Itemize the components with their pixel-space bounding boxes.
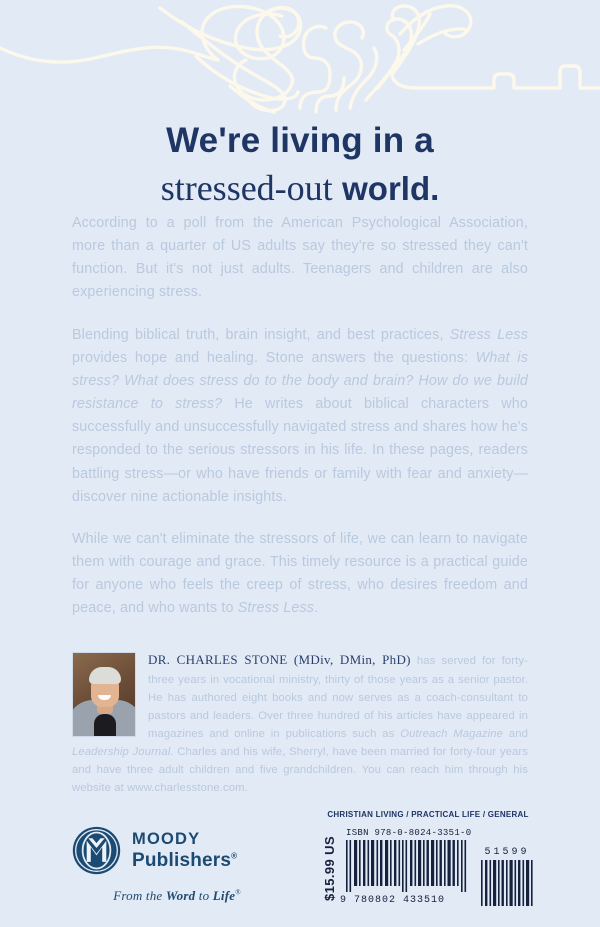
publisher-logo-row	[72, 826, 282, 875]
price-label: $15.99 US	[322, 835, 337, 901]
cover-headline	[0, 119, 600, 210]
headline-sans-text: world.	[342, 169, 440, 207]
tagline-mid: to	[195, 888, 213, 903]
tagline-pre: From the	[113, 888, 166, 903]
photo-hair	[89, 667, 121, 684]
author-bio-section	[72, 650, 528, 797]
author-bio-text	[72, 650, 528, 797]
headline-serif-text: stressed-out	[160, 167, 333, 208]
isbn-caption: ISBN 978-0-8024-3351-0	[346, 828, 472, 838]
blurb-p3-text-2: .	[314, 600, 319, 617]
author-name: DR. CHARLES STONE	[148, 652, 288, 667]
blurb-p2-title: Stress Less	[449, 326, 529, 343]
tagline-registered-mark: ®	[235, 888, 241, 897]
ean-barcode	[340, 828, 472, 906]
blurb-p2-questions: What is stress? What does stress do to the body and brain? How do we build resistance to stress?	[72, 349, 529, 413]
bio-publication-2: Leadership Journal	[72, 746, 171, 759]
tagline-life: Life	[212, 888, 236, 903]
publisher-name-bottom	[132, 851, 237, 870]
back-cover-blurb	[72, 212, 528, 621]
bio-text-1: has served for forty-three years in vocational ministry, thirty of those years as a senior pastor. He has authored eight books and now serves as a coach-consultant to pastors and leaders. Over three hundred of his articles have appeared in magazines and online in publications such as	[148, 655, 529, 740]
author-credentials: (MDiv, DMin, PhD)	[287, 652, 411, 667]
blurb-paragraph-2	[72, 324, 528, 509]
headline-line-1: We're living in a	[166, 121, 434, 161]
publisher-registered-mark: ®	[231, 851, 238, 861]
barcode-section	[322, 810, 534, 906]
blurb-p2-text-1: Blending biblical truth, brain insight, and best practices,	[72, 326, 450, 343]
publisher-name-top: MOODY	[132, 830, 201, 849]
bio-text-2: and	[503, 727, 528, 740]
barcode-row	[322, 828, 534, 906]
stress-line-artwork	[0, 0, 600, 115]
blurb-p3-text-1: While we can't eliminate the stressors of life, we can learn to navigate them with courage and grace. This timely resource is a practical guide for anyone who feels the creep of stress, who desires freedom and peace, and who wants to	[72, 530, 528, 617]
bio-text-3: . Charles and his wife, Sherryl, have been married for forty-four years and have three adult children and five grandchildren. You can reach him through his website at www.charlesstone.com.	[72, 746, 528, 795]
headline-line-2	[0, 166, 600, 211]
price-addon-barcode	[479, 847, 535, 906]
addon-digits: 51599	[484, 847, 530, 858]
ean13-bars-icon	[340, 840, 472, 896]
blurb-paragraph-3	[72, 528, 528, 621]
publisher-name-bottom-text: Publishers	[132, 849, 232, 871]
bio-publication-1: Outreach Magazine	[400, 727, 504, 740]
addon-bars-icon	[479, 860, 535, 906]
moody-emblem-icon	[72, 826, 121, 875]
publisher-logo	[72, 826, 282, 904]
photo-shirt	[94, 714, 116, 737]
blurb-p3-title: Stress Less	[237, 600, 315, 617]
bisac-category-line: CHRISTIAN LIVING / PRACTICAL LIFE / GENERAL	[327, 810, 529, 819]
blurb-p2-text-2: provides hope and healing. Stone answers the questions:	[72, 349, 476, 366]
ean-digits: 9 780802 433510	[340, 895, 446, 906]
blurb-p2-text-3: He writes about biblical characters who successfully and unsuccessfully navigated stress and shares how he's responded to the serious stressors in his life. In these pages, readers battling stress—or who have friends or family with fear and anxiety—discover nine actionable insights.	[72, 396, 528, 505]
publisher-wordmark	[132, 831, 237, 870]
blurb-paragraph-1: According to a poll from the American Psychological Association, more than a quarter of US adults say they're so stressed they can't function. But it's not just adults. Teenagers and children are also experiencing stress.	[72, 215, 528, 301]
tagline-word: Word	[165, 888, 196, 903]
publisher-tagline	[72, 888, 282, 904]
author-photo	[72, 652, 136, 737]
